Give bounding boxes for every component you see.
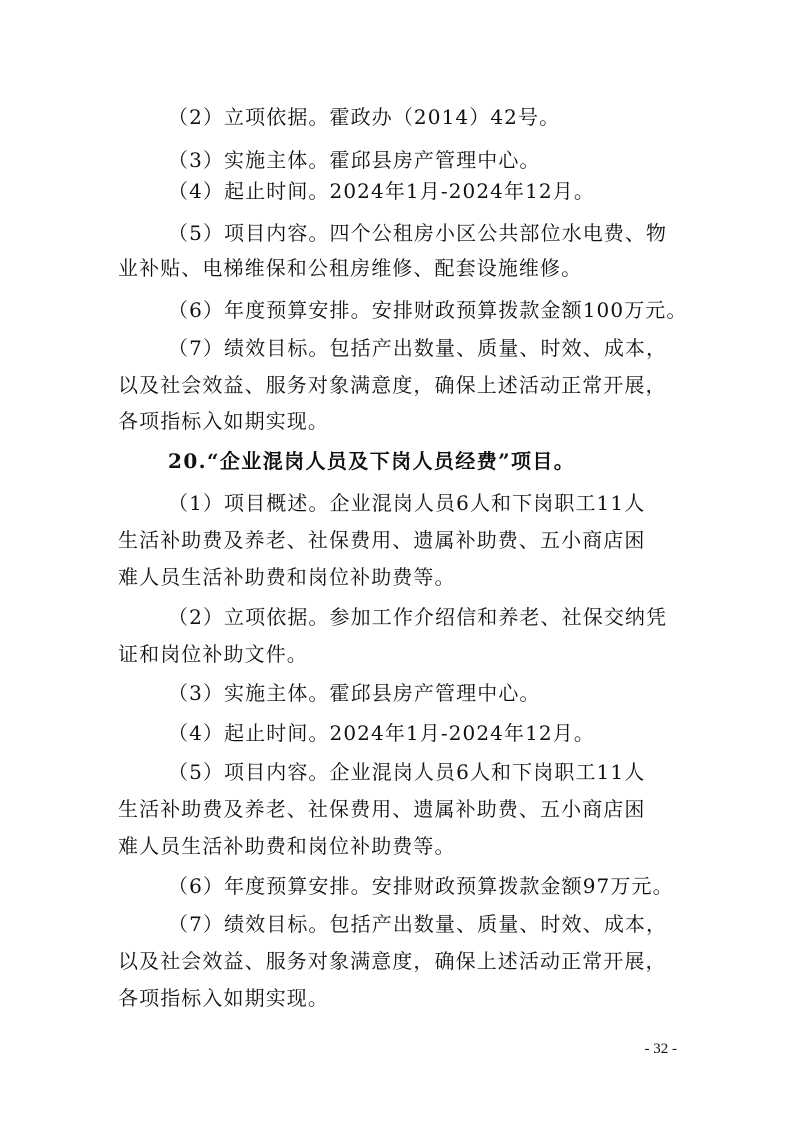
- paragraph-line: （2）立项依据。霍政办（2014）42号。: [168, 105, 561, 129]
- paragraph-line: （6）年度预算安排。安排财政预算拨款金额100万元。: [168, 298, 688, 322]
- paragraph-line: 业补贴、电梯维保和公租房维修、配套设施维修。: [118, 256, 583, 280]
- paragraph-line: （3）实施主体。霍邱县房产管理中心。: [168, 681, 541, 705]
- paragraph-line: 生活补助费及养老、社保费用、遗属补助费、五小商店困: [118, 528, 646, 552]
- paragraph-line: （1）项目概述。企业混岗人员6人和下岗职工11人: [168, 491, 646, 515]
- paragraph-line: 难人员生活补助费和岗位补助费等。: [118, 565, 456, 589]
- paragraph-line: （6）年度预算安排。安排财政预算拨款金额97万元。: [168, 874, 674, 898]
- paragraph-line: （4）起止时间。2024年1月-2024年12月。: [168, 179, 595, 203]
- page-number: - 32 -: [644, 1041, 677, 1057]
- paragraph-line: （7）绩效目标。包括产出数量、质量、时效、成本，: [168, 336, 668, 360]
- paragraph-line: 证和岗位补助文件。: [118, 642, 308, 666]
- paragraph-line: （3）实施主体。霍邱县房产管理中心。: [168, 148, 541, 172]
- paragraph-line: （5）项目内容。四个公租房小区公共部位水电费、物: [168, 221, 668, 245]
- paragraph-line: （7）绩效目标。包括产出数量、质量、时效、成本，: [168, 912, 668, 936]
- paragraph-line: 以及社会效益、服务对象满意度，确保上述活动正常开展，: [118, 373, 667, 397]
- paragraph-line: 各项指标入如期实现。: [118, 986, 329, 1010]
- paragraph-line: 难人员生活补助费和岗位补助费等。: [118, 834, 456, 858]
- paragraph-line: （4）起止时间。2024年1月-2024年12月。: [168, 721, 595, 745]
- paragraph-line: 生活补助费及养老、社保费用、遗属补助费、五小商店困: [118, 797, 646, 821]
- section-heading: 20.“企业混岗人员及下岗人员经费”项目。: [168, 449, 576, 473]
- paragraph-line: 以及社会效益、服务对象满意度，确保上述活动正常开展，: [118, 949, 667, 973]
- paragraph-line: （2）立项依据。参加工作介绍信和养老、社保交纳凭: [168, 605, 668, 629]
- paragraph-line: （5）项目内容。企业混岗人员6人和下岗职工11人: [168, 760, 646, 784]
- paragraph-line: 各项指标入如期实现。: [118, 409, 329, 433]
